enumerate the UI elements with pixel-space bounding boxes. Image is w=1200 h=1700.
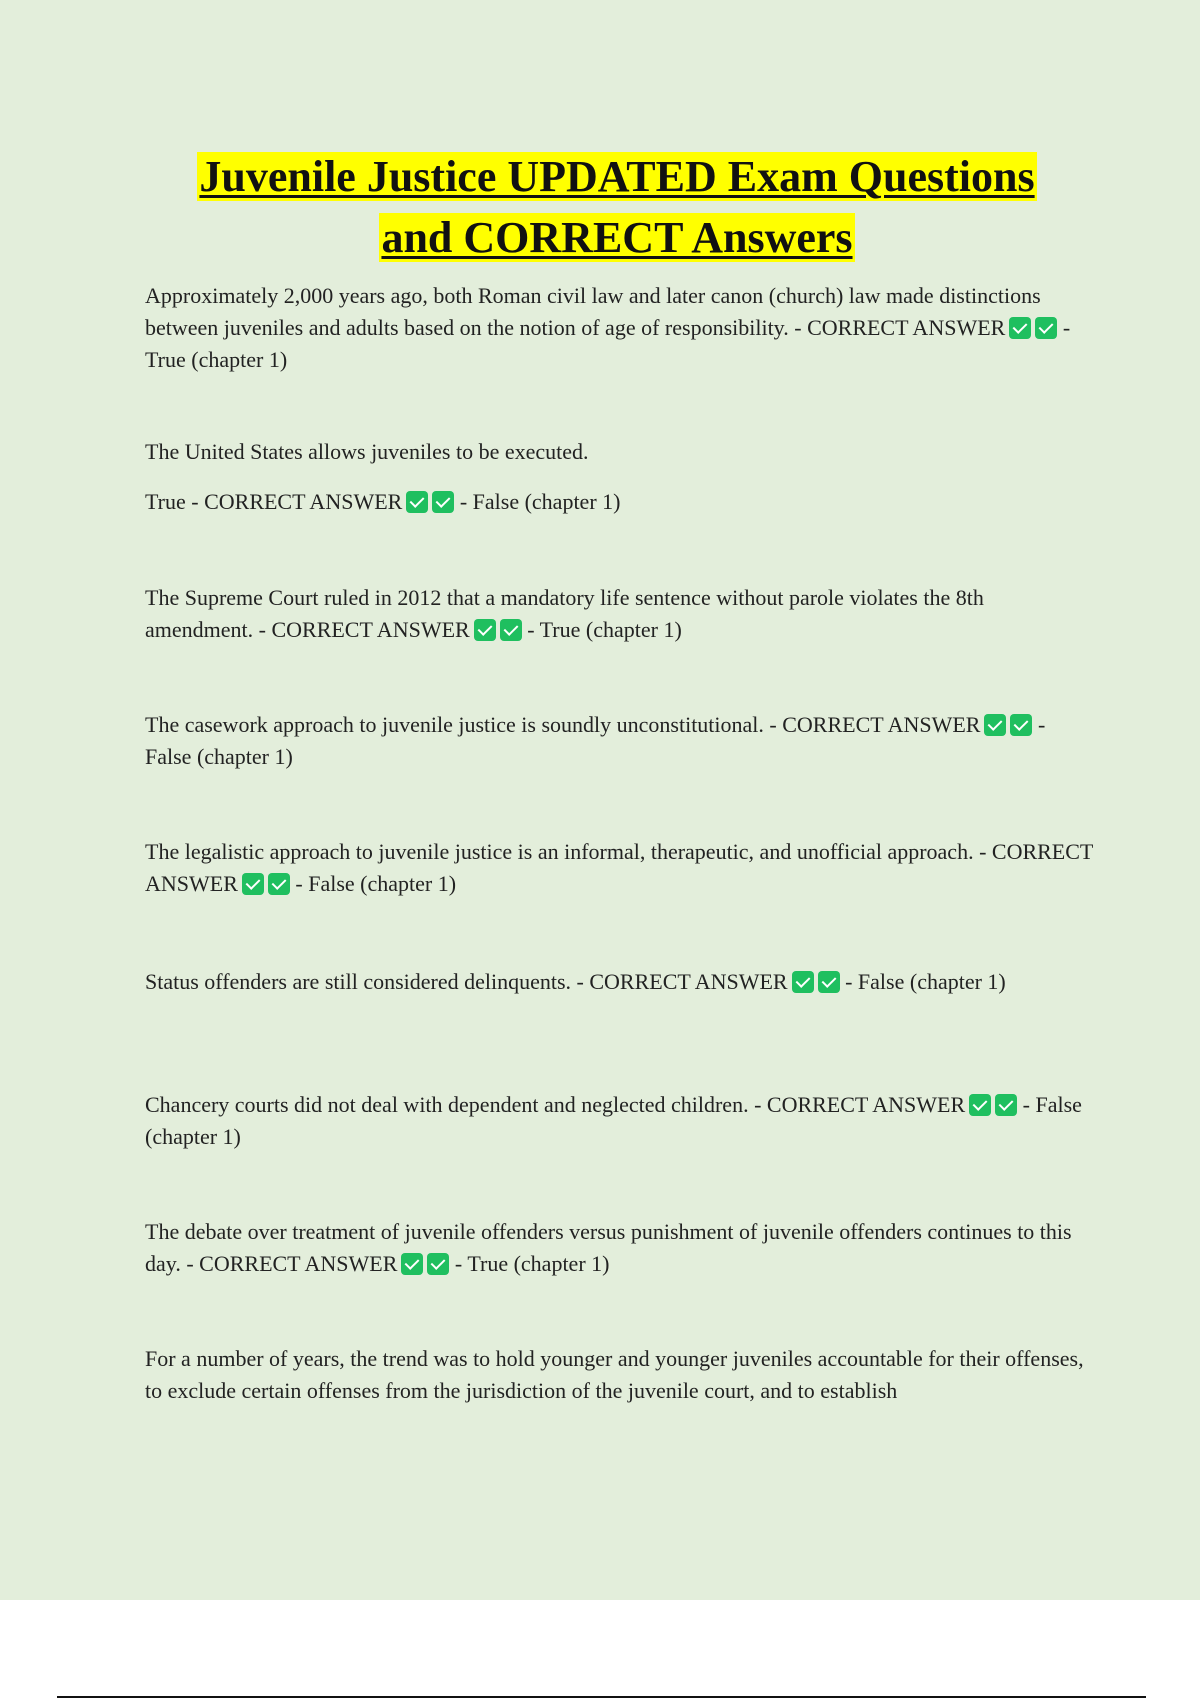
answer-text: - False (chapter 1) <box>145 712 1046 769</box>
answer-text: - True (chapter 1) <box>145 315 1071 372</box>
check-box-icon <box>792 971 814 993</box>
footer-divider <box>57 1696 1146 1698</box>
qa-item <box>145 436 1095 518</box>
question-text: Chancery courts did not deal with dependent and neglected children. - CORRECT ANSWER <box>145 1092 966 1117</box>
check-box-icon <box>474 619 496 641</box>
qa-item <box>145 1089 1095 1153</box>
check-box-icon <box>500 619 522 641</box>
check-box-icon <box>995 1094 1017 1116</box>
question-text: The casework approach to juvenile justice is soundly unconstitutional. - CORRECT ANSWER <box>145 712 981 737</box>
answer-text: - True (chapter 1) <box>449 1251 610 1276</box>
document-title <box>100 146 1134 268</box>
answer-text: - False (chapter 1) <box>839 969 1006 994</box>
answer-text: - False (chapter 1) <box>145 1092 1082 1149</box>
qa-item <box>145 280 1095 376</box>
question-text: The legalistic approach to juvenile justice is an informal, therapeutic, and unofficial approach. - CORRECT ANSWER <box>145 839 1093 896</box>
check-box-icon <box>427 1253 449 1275</box>
qa-item <box>145 582 1095 646</box>
answer-text: - False (chapter 1) <box>289 871 457 896</box>
check-box-icon <box>1010 714 1032 736</box>
check-box-icon <box>401 1253 423 1275</box>
check-box-icon <box>406 491 428 513</box>
question-text: True - CORRECT ANSWER <box>145 489 403 514</box>
qa-item <box>145 836 1095 900</box>
check-box-icon <box>969 1094 991 1116</box>
check-box-icon <box>1009 317 1031 339</box>
qa-item <box>145 966 1095 998</box>
check-box-icon <box>268 873 290 895</box>
question-text: Approximately 2,000 years ago, both Roman civil law and later canon (church) law made distinctions between juveniles and adults based on the notion of age of responsibility. - CORRECT ANSWER <box>145 283 1041 340</box>
title-line-2: and CORRECT Answers <box>381 213 853 262</box>
qa-item <box>145 709 1095 773</box>
qa-item <box>145 1216 1095 1280</box>
check-box-icon <box>818 971 840 993</box>
check-box-icon <box>984 714 1006 736</box>
check-box-icon <box>1035 317 1057 339</box>
check-box-icon <box>432 491 454 513</box>
question-text: Status offenders are still considered delinquents. - CORRECT ANSWER <box>145 969 788 994</box>
answer-text: - False (chapter 1) <box>454 489 621 514</box>
question-text: For a number of years, the trend was to hold younger and younger juveniles accountable for their offenses, to exclude certain offenses from the jurisdiction of the juvenile court, and to establish <box>145 1346 1084 1403</box>
answer-text: - True (chapter 1) <box>521 617 682 642</box>
title-line-1: Juvenile Justice UPDATED Exam Questions <box>199 152 1035 201</box>
qa-item <box>145 1343 1095 1407</box>
question-text: The United States allows juveniles to be executed. <box>145 439 589 464</box>
question-text: The debate over treatment of juvenile offenders versus punishment of juvenile offenders continues to this day. - CORRECT ANSWER <box>145 1219 1072 1276</box>
question-text: The Supreme Court ruled in 2012 that a mandatory life sentence without parole violates the 8th amendment. - CORRECT ANSWER <box>145 585 984 642</box>
check-box-icon <box>242 873 264 895</box>
